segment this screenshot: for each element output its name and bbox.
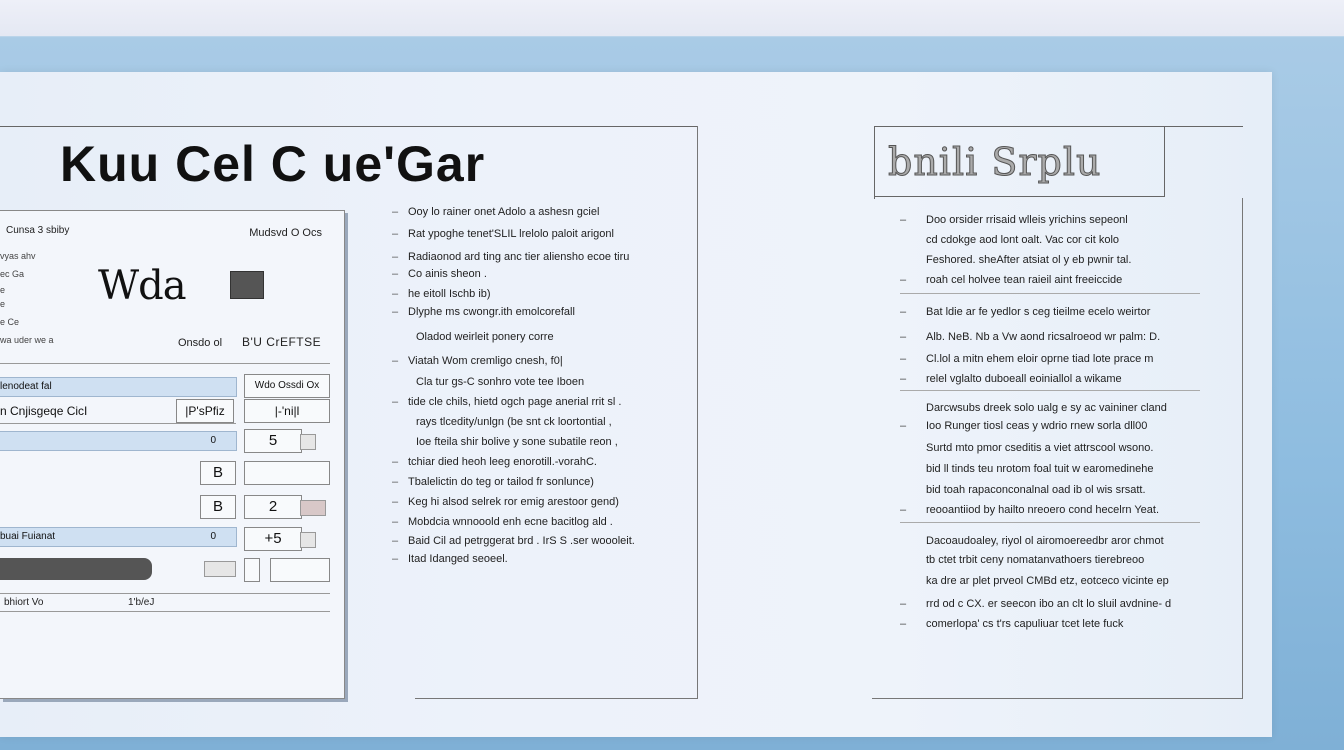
- right-line: comerlopa' cs t'rs capuliuar tcet lete fuck: [926, 618, 1124, 630]
- checkbox-icon[interactable]: [300, 532, 316, 548]
- right-line: rrd od c CX. er seecon ibo an clt lo sluil avdnine- d: [926, 598, 1172, 610]
- list-item: – Baid Cil ad petrggerat brd . IrS S .ser woooleit.: [392, 535, 635, 547]
- right-line: relel vglalto duboeall eoiniallol a wikame: [926, 373, 1122, 385]
- bullet-dash: –: [900, 214, 907, 226]
- right-line: Feshored. sheAfter atsiat ol y eb pwnir tal.: [926, 254, 1132, 266]
- top-band: [0, 0, 1344, 36]
- section-header-label: lenodeat fal: [0, 381, 52, 392]
- row-value: 0: [210, 531, 216, 542]
- list-item: – Mobdcia wnnooold enh ecne bacitlog ald .: [392, 516, 613, 528]
- small-row: vyas ahv: [0, 251, 36, 261]
- right-line: bid toah rapaconconalnal oad ib ol wis srsatt.: [926, 484, 1146, 496]
- sub-label-left: Onsdo ol: [178, 337, 223, 349]
- row-label: n Cnjisgeqe CicI: [0, 404, 88, 418]
- table-row[interactable]: [0, 431, 237, 451]
- divider: [0, 593, 330, 594]
- logo-block: [230, 271, 264, 299]
- right-line: roah cel holvee tean raieil aint freeiccide: [926, 274, 1123, 286]
- right-line: Darcwsubs dreek solo ualg e sy ac vaininer cland: [926, 402, 1167, 414]
- table-cell[interactable]: B: [200, 495, 236, 519]
- window-right-label: Mudsvd O Ocs: [249, 227, 322, 239]
- section-header[interactable]: [0, 377, 237, 397]
- small-row: e: [0, 299, 6, 309]
- right-line: Cl.lol a mitn ehem eloir oprne tiad lote prace m: [926, 353, 1154, 365]
- divider: [0, 611, 330, 612]
- list-text: Oladod weirleit ponery corre: [416, 331, 554, 343]
- right-line: bid ll tinds teu nrotom foal tuit w earomedinehe: [926, 463, 1154, 475]
- bullet-dash: –: [900, 373, 907, 385]
- window-title: Cunsa 3 sbiby: [6, 225, 70, 236]
- divider: [0, 363, 330, 364]
- right-line: Surtd mto pmor cseditis a viet attrscool wsono.: [926, 442, 1154, 454]
- right-line: reooantiiod by hailto nreoero cond hecelrn Yeat.: [926, 504, 1160, 516]
- bullet-dash: –: [900, 331, 907, 343]
- list-item: – Ooy lo rainer onet Adolo a ashesn gciel: [392, 206, 600, 218]
- right-line: Bat ldie ar fe yedlor s ceg tieilme ecelo weirtor: [926, 306, 1151, 318]
- small-row: wa uder we a: [0, 335, 54, 345]
- footer-value: 1'b/eJ: [128, 597, 155, 608]
- bullet-dash: –: [900, 420, 907, 432]
- separator: [900, 293, 1200, 294]
- bullet-dash: –: [900, 504, 907, 516]
- list-item: – tchiar died heoh leeg enorotill.-vorahC.: [392, 456, 597, 468]
- right-line: Alb. NeB. Nb a Vw aond ricsalroeod wr palm: D.: [926, 331, 1161, 343]
- list-item: – Itad Idanged seoeel.: [392, 553, 508, 565]
- bullet-dash: –: [900, 598, 907, 610]
- table-cell[interactable]: B: [200, 461, 236, 485]
- right-line: tb ctet trbit ceny nomatanvathoers tierebreoo: [926, 554, 1145, 566]
- table-cell-empty[interactable]: [244, 461, 330, 485]
- list-item: – Rat ypoghe tenet'SLIL lrelolo paloit arigonl: [392, 228, 614, 240]
- right-line: cd cdokge aod lont oalt. Vac cor cit kolo: [926, 234, 1120, 246]
- slider-bar[interactable]: [0, 558, 152, 580]
- table-cell[interactable]: |-'ni|l: [244, 399, 330, 423]
- app-logo: Wda: [98, 263, 186, 309]
- checkbox-icon[interactable]: [300, 434, 316, 450]
- app-window: [0, 210, 345, 699]
- row-label: buai Fuianat: [0, 531, 56, 542]
- list-item: – Co ainis sheon .: [392, 268, 487, 280]
- list-item: – he eitoll Ischb ib): [392, 288, 491, 300]
- separator: [900, 522, 1200, 523]
- list-item: – Radiaonod ard ting anc tier aliensho ecoe tiru: [392, 251, 630, 263]
- right-title: bnili Srplu: [888, 140, 1102, 184]
- section-right-box[interactable]: Wdo Ossdi Ox: [244, 374, 330, 398]
- list-text: Ioe fteila shir bolive y sone subatile reon ,: [416, 436, 618, 448]
- bullet-dash: –: [900, 618, 907, 630]
- list-item: – Dlyphe ms cwongr.ith emolcorefall: [392, 306, 575, 318]
- table-cell-empty[interactable]: [244, 558, 260, 582]
- small-row: e: [0, 285, 6, 295]
- list-text: Cla tur gs-C sonhro vote tee Iboen: [416, 376, 585, 388]
- list-item: – Tbalelictin do teg or tailod fr sonlunce): [392, 476, 594, 488]
- small-row: ec Ga: [0, 269, 25, 279]
- page-title: Kuu Cel C ue'Gar: [60, 136, 486, 192]
- thumbnail-icon[interactable]: [300, 500, 326, 516]
- table-cell[interactable]: 5: [244, 429, 302, 453]
- separator: [900, 390, 1200, 391]
- list-item: – tide cle chils, hietd ogch page anerial rrit sl .: [392, 396, 622, 408]
- row-value: 0: [210, 435, 216, 446]
- table-cell[interactable]: |P'sPfiz: [176, 399, 234, 423]
- small-box-icon[interactable]: [204, 561, 236, 577]
- table-row[interactable]: [0, 527, 237, 547]
- right-line: ka dre ar plet prveol CMBd etz, eotceco vicinte ep: [926, 575, 1169, 587]
- table-cell-empty[interactable]: [270, 558, 330, 582]
- list-text: rays tlcedity/unlgn (be snt ck loortontial ,: [416, 416, 612, 428]
- bullet-dash: –: [900, 274, 907, 286]
- list-item: – Keg hi alsod selrek ror emig arestoor gend): [392, 496, 619, 508]
- right-line: Dacoaudoaley, riyol ol airomoereedbr aror chmot: [926, 535, 1164, 547]
- table-cell[interactable]: +5: [244, 527, 302, 551]
- right-line: Ioo Runger tiosl ceas y wdrio rnew sorla dll00: [926, 420, 1148, 432]
- right-line: Doo orsider rrisaid wlleis yrichins sepeonl: [926, 214, 1128, 226]
- small-row: e Ce: [0, 317, 20, 327]
- bullet-dash: –: [900, 306, 907, 318]
- list-item: – Viatah Wom cremligo cnesh, f0|: [392, 355, 563, 367]
- table-cell[interactable]: 2: [244, 495, 302, 519]
- footer-label: bhiort Vo: [4, 597, 44, 608]
- sub-label-right: B'U CrEFTSE: [242, 335, 322, 349]
- bullet-dash: –: [900, 353, 907, 365]
